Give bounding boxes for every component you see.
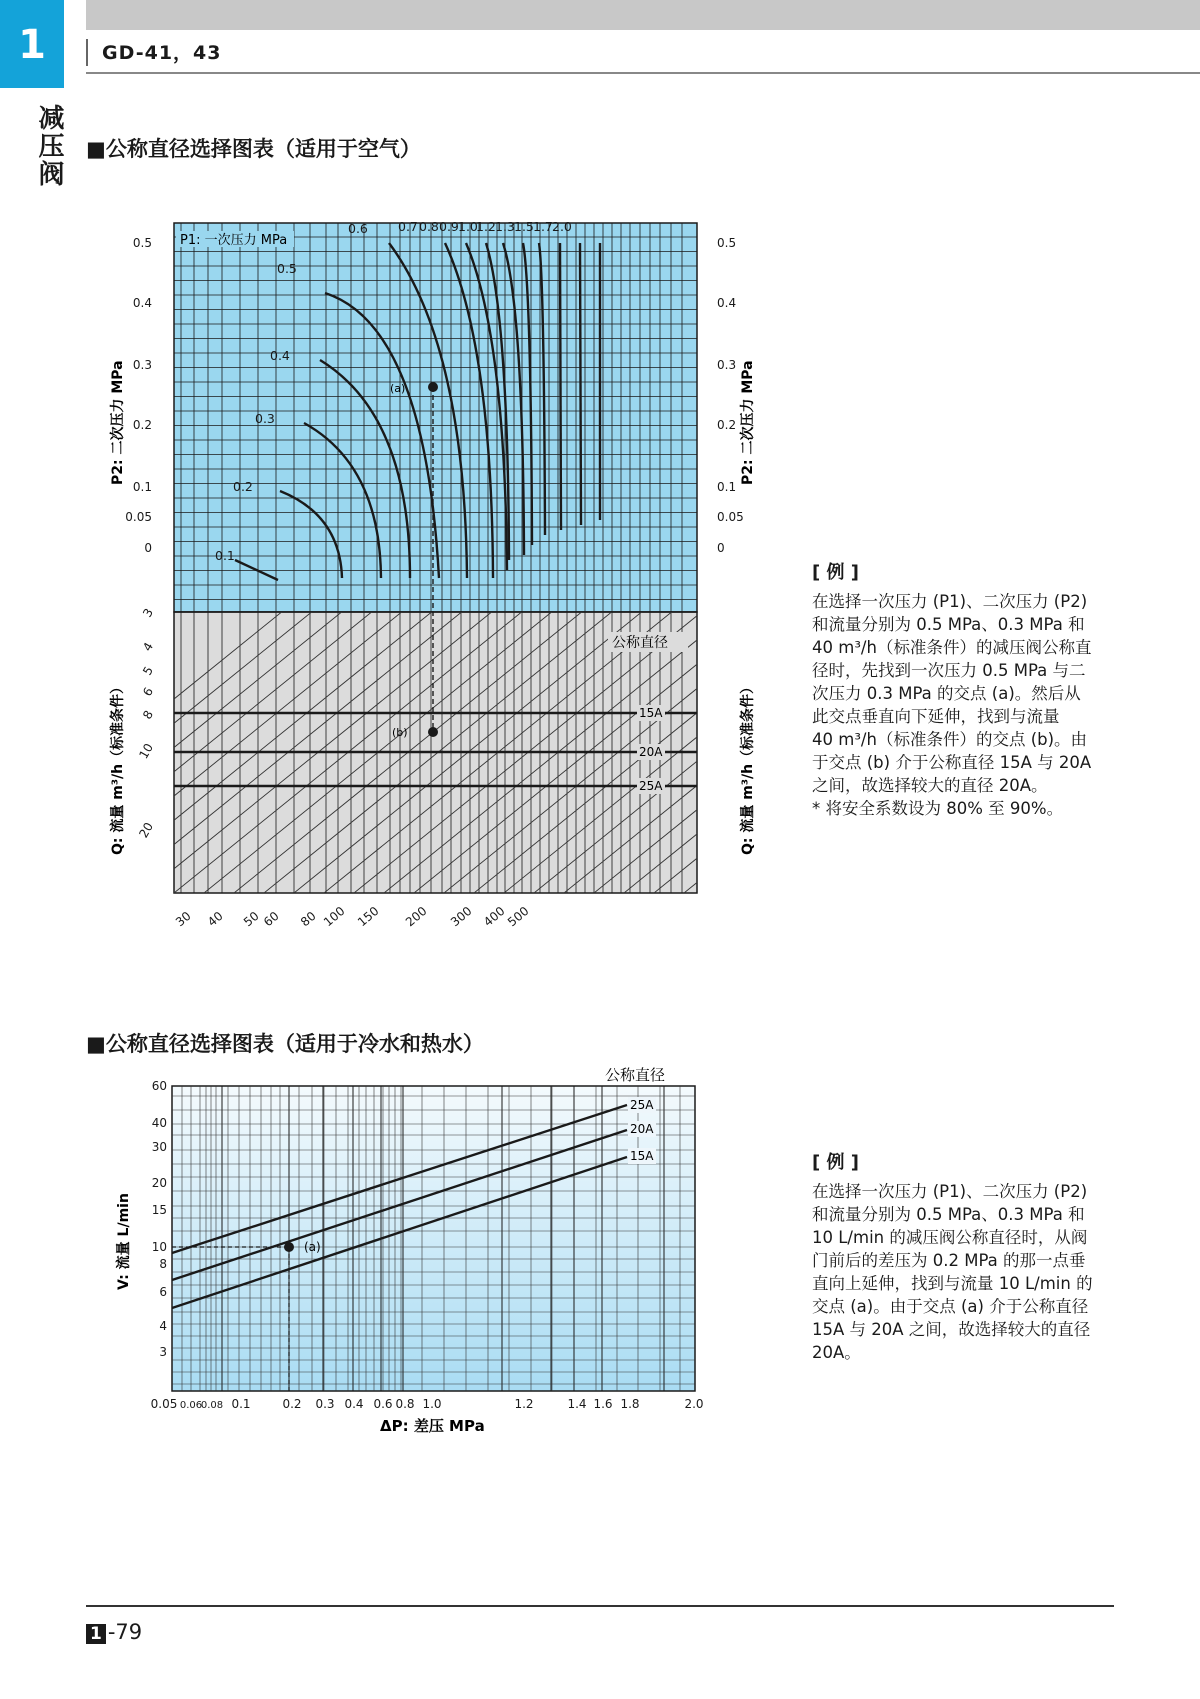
air-example-line: 40 m³/h（标准条件）的减压阀公称直 xyxy=(812,638,1092,657)
model-divider xyxy=(86,39,88,66)
p2-tick-left: 0.05 xyxy=(125,510,152,524)
water-example-line: 直向上延伸，找到与流量 10 L/min 的 xyxy=(812,1274,1093,1293)
water-x-axis-label: ΔP: 差压 MPa xyxy=(380,1417,485,1435)
water-size-label-25a: 25A xyxy=(630,1098,654,1112)
p2-axis-label-left: P2: 二次压力 MPa xyxy=(110,360,126,485)
q-tick: 4 xyxy=(140,640,157,654)
water-y-tick: 4 xyxy=(159,1319,167,1333)
flow-x-tick: 60 xyxy=(260,908,282,930)
p2-tick-right: 0.5 xyxy=(717,236,737,250)
water-example-line: 15A 与 20A 之间，故选择较大的直径 xyxy=(812,1320,1091,1339)
chapter-tab: 1 xyxy=(0,0,64,88)
water-example-line: 10 L/min 的减压阀公称直径时，从阀 xyxy=(812,1228,1088,1247)
water-nominal-label: 公称直径 xyxy=(605,1066,666,1084)
size-label-25a: 25A xyxy=(639,779,663,793)
water-y-tick: 20 xyxy=(151,1176,167,1190)
header-line xyxy=(86,72,1200,74)
air-example-line: 40 m³/h（标准条件）的交点 (b)。由 xyxy=(812,730,1088,749)
water-x-tick: 1.8 xyxy=(620,1397,640,1411)
p1-curve-label: 1.7 xyxy=(533,219,553,234)
p2-tick-left: 0.3 xyxy=(132,358,152,372)
flow-x-tick: 200 xyxy=(402,903,430,930)
water-y-tick: 8 xyxy=(159,1257,167,1271)
air-example-line: 次压力 0.3 MPa 的交点 (a)。然后从 xyxy=(812,684,1081,703)
air-example-line: 此交点垂直向下延伸，找到与流量 xyxy=(812,707,1060,726)
size-label-20a: 20A xyxy=(639,745,663,759)
water-y-tick: 3 xyxy=(159,1345,167,1359)
air-example-line: * 将安全系数设为 80% 至 90%。 xyxy=(812,799,1064,818)
water-point-a-marker xyxy=(284,1242,294,1252)
water-x-tick: 1.6 xyxy=(593,1397,613,1411)
flow-x-tick: 500 xyxy=(504,903,532,930)
size-label-15a: 15A xyxy=(639,706,663,720)
p1-curve-label: 0.5 xyxy=(277,261,297,276)
air-section-title: ■公称直径选择图表（适用于空气） xyxy=(86,137,421,161)
water-chart xyxy=(100,1060,720,1450)
water-plot-area xyxy=(172,1086,695,1391)
p1-label: P1: 一次压力 MPa xyxy=(180,233,288,248)
water-size-label-20a: 20A xyxy=(630,1122,654,1136)
water-section-title: ■公称直径选择图表（适用于冷水和热水） xyxy=(86,1032,484,1056)
water-y-tick: 60 xyxy=(151,1079,167,1093)
water-example-line: 交点 (a)。由于交点 (a) 介于公称直径 xyxy=(812,1297,1089,1316)
page-number-text: -79 xyxy=(107,1620,143,1644)
p2-tick-left: 0.2 xyxy=(132,418,152,432)
water-example-line: 门前后的差压为 0.2 MPa 的那一点垂 xyxy=(812,1251,1086,1270)
q-tick: 8 xyxy=(140,708,157,722)
p2-tick-left: 0 xyxy=(144,541,152,555)
p1-curve-1.7 xyxy=(580,243,581,525)
p1-curve-1.5 xyxy=(560,243,561,530)
air-example-line: 于交点 (b) 介于公称直径 15A 与 20A xyxy=(812,753,1092,772)
water-x-tick: 0.8 xyxy=(395,1397,415,1411)
q-tick: 6 xyxy=(140,685,157,699)
p1-curve-label: 1.2 xyxy=(476,219,496,234)
water-x-tick: 0.3 xyxy=(315,1397,335,1411)
point-b-label: (b) xyxy=(392,726,408,739)
p1-curve-label: 0.2 xyxy=(233,479,253,494)
point-a-label: (a) xyxy=(390,382,406,395)
p1-curve-label: 1.3 xyxy=(495,219,515,234)
model-title: GD-41，43 xyxy=(102,42,222,64)
air-example-body xyxy=(812,590,1117,820)
water-x-tick: 0.08 xyxy=(200,1400,224,1411)
water-x-tick: 1.2 xyxy=(514,1397,534,1411)
top-gray-bar xyxy=(86,0,1200,30)
flow-x-tick: 40 xyxy=(204,908,226,930)
p1-curve-label: 1.5 xyxy=(514,219,534,234)
p2-tick-left: 0.5 xyxy=(132,236,152,250)
point-a-marker xyxy=(428,382,438,392)
water-y-tick: 30 xyxy=(151,1140,167,1154)
p1-curve-label: 0.7 xyxy=(398,219,418,234)
flow-x-tick: 50 xyxy=(240,908,262,930)
air-example-line: 和流量分别为 0.5 MPa、0.3 MPa 和 xyxy=(812,615,1085,634)
air-chart xyxy=(100,215,756,940)
air-nominal-label: 公称直径 xyxy=(612,635,668,651)
water-x-tick: 1.0 xyxy=(422,1397,442,1411)
air-example-line: 在选择一次压力 (P1)、二次压力 (P2) xyxy=(812,592,1088,611)
q-tick: 5 xyxy=(140,664,157,678)
water-x-tick: 0.06 xyxy=(179,1400,203,1411)
q-axis-label-right: Q: 流量 m³/h（标准条件） xyxy=(740,679,756,855)
p1-curve-label: 0.6 xyxy=(348,221,368,236)
water-y-tick: 15 xyxy=(151,1203,167,1217)
water-example-line: 在选择一次压力 (P1)、二次压力 (P2) xyxy=(812,1182,1088,1201)
flow-x-tick: 100 xyxy=(320,903,348,930)
flow-x-tick: 80 xyxy=(297,908,319,930)
water-x-tick: 0.6 xyxy=(373,1397,393,1411)
water-y-tick: 40 xyxy=(151,1116,167,1130)
page-number xyxy=(86,1620,142,1644)
air-example-head: [ 例 ] xyxy=(812,562,859,583)
water-y-tick: 6 xyxy=(159,1285,167,1299)
air-example-line: 径时，先找到一次压力 0.5 MPa 与二 xyxy=(812,661,1086,680)
water-y-tick: 10 xyxy=(151,1240,167,1254)
point-b-marker xyxy=(428,727,438,737)
p1-curve-label: 0.9 xyxy=(439,219,459,234)
flow-x-tick: 150 xyxy=(354,903,382,930)
page-chapter-box: 1 xyxy=(86,1624,106,1644)
q-axis-label-left: Q: 流量 m³/h（标准条件） xyxy=(110,679,126,855)
p2-axis-label-right: P2: 二次压力 MPa xyxy=(740,360,756,485)
water-x-tick: 0.05 xyxy=(150,1397,178,1411)
p2-tick-right: 0.05 xyxy=(717,510,744,524)
p1-curve-label: 0.8 xyxy=(419,219,439,234)
water-size-label-15a: 15A xyxy=(630,1149,654,1163)
footer-line xyxy=(86,1605,1114,1607)
side-chapter-label: 减压阀 xyxy=(34,104,64,188)
water-point-a-label: (a) xyxy=(304,1240,321,1254)
p1-curve-label: 0.1 xyxy=(215,548,235,563)
q-tick: 3 xyxy=(140,606,157,620)
p2-tick-right: 0.3 xyxy=(717,358,737,372)
water-y-axis-label: V: 流量 L/min xyxy=(116,1193,132,1290)
water-x-tick: 1.4 xyxy=(567,1397,587,1411)
p1-curve-label: 0.3 xyxy=(255,411,275,426)
q-tick: 10 xyxy=(136,741,157,762)
p2-tick-right: 0 xyxy=(717,541,725,555)
air-example-line: 之间，故选择较大的直径 20A。 xyxy=(812,776,1048,795)
water-x-tick: 0.2 xyxy=(282,1397,302,1411)
p2-tick-right: 0.1 xyxy=(717,480,737,494)
water-x-tick: 0.1 xyxy=(231,1397,251,1411)
water-example-line: 20A。 xyxy=(812,1343,861,1362)
water-x-tick: 2.0 xyxy=(684,1397,704,1411)
p2-tick-right: 0.2 xyxy=(717,418,737,432)
p2-tick-right: 0.4 xyxy=(717,296,737,310)
p1-curve-label: 1.0 xyxy=(458,219,478,234)
flow-x-tick: 300 xyxy=(447,903,475,930)
p2-tick-left: 0.1 xyxy=(132,480,152,494)
water-example-line: 和流量分别为 0.5 MPa、0.3 MPa 和 xyxy=(812,1205,1085,1224)
flow-x-tick: 30 xyxy=(172,908,194,930)
water-example-head: [ 例 ] xyxy=(812,1152,859,1173)
p2-region xyxy=(174,223,697,612)
p2-tick-left: 0.4 xyxy=(132,296,152,310)
p1-curve-label: 2.0 xyxy=(552,219,572,234)
flow-x-tick: 400 xyxy=(480,903,508,930)
water-example-body xyxy=(812,1180,1117,1364)
water-x-tick: 0.4 xyxy=(344,1397,364,1411)
p1-curve-label: 0.4 xyxy=(270,348,290,363)
q-tick: 20 xyxy=(136,820,157,841)
